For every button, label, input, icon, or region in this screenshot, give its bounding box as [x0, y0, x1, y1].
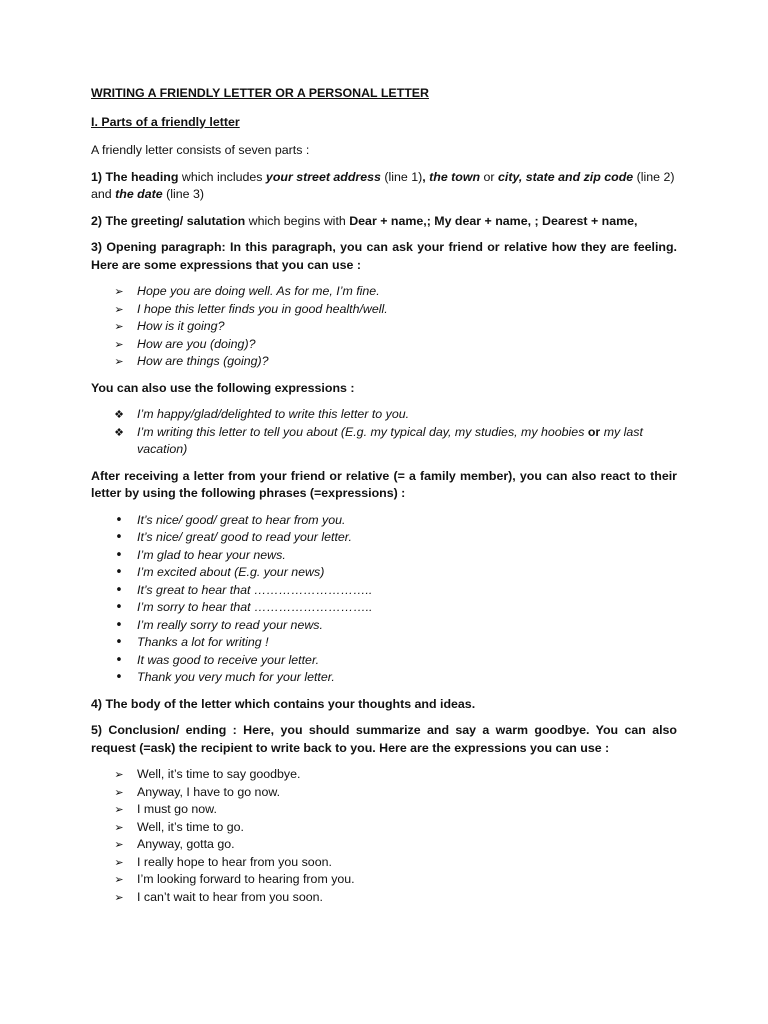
list-item: ➢ How are things (going)? — [91, 353, 677, 371]
part-3-label: 3) Opening paragraph: — [91, 240, 226, 254]
react-expressions-list — [91, 512, 677, 687]
part-4-body-paragraph: 4) The body of the letter which contains your thoughts and ideas. — [91, 696, 476, 711]
list-item: • I’m sorry to hear that ……………………….. — [91, 599, 677, 617]
part-3-text: In this paragraph, you can ask your friend or relative how they are feeling. Here are some expressions that you can use : — [91, 240, 677, 272]
document-content — [91, 85, 677, 915]
arrow-bullet-icon: ➢ — [114, 855, 124, 869]
list-item: ➢ I really hope to hear from you soon. — [91, 854, 677, 872]
list-item: • It’s nice/ good/ great to hear from you. — [91, 512, 677, 530]
list-item: ➢ Well, it’s time to go. — [91, 819, 677, 837]
diamond-bullet-icon: ❖ — [114, 425, 124, 439]
part-5-conclusion-paragraph — [91, 722, 677, 757]
list-item: ❖ I’m writing this letter to tell you about (E.g. my typical day, my studies, my hoobies or my last vacation) — [91, 424, 677, 459]
list-item: • It’s nice/ great/ good to read your letter. — [91, 529, 677, 547]
part-5-text: Here, you should summarize and say a warm goodbye. You can also request (=ask) the recipient to write back to you. Here are the expressions you can use : — [91, 723, 677, 755]
arrow-bullet-icon: ➢ — [114, 337, 124, 351]
arrow-bullet-icon: ➢ — [114, 302, 124, 316]
part-1-comma: , — [422, 169, 430, 184]
part-1-or: or — [480, 169, 498, 184]
arrow-bullet-icon: ➢ — [114, 873, 124, 886]
dot-bullet-icon: • — [115, 635, 123, 650]
also-expressions-list — [91, 406, 677, 459]
list-item: ➢ How is it going? — [91, 318, 677, 336]
list-item: ➢ Hope you are doing well. As for me, I’m fine. — [91, 283, 677, 301]
react-paragraph: After receiving a letter from your friend or relative (= a family member), you can also react to their letter by using the following phrases (=expressions) : — [91, 468, 677, 500]
part-1-town: the town — [429, 169, 481, 184]
list-item: ➢ Anyway, gotta go. — [91, 836, 677, 854]
part-1-street: your street address — [265, 169, 381, 184]
arrow-bullet-icon: ➢ — [114, 768, 124, 781]
list-item: • It’s great to hear that ……………………….. — [91, 582, 677, 600]
part-3-opening-paragraph — [91, 239, 677, 274]
diamond-bullet-icon: ❖ — [114, 408, 124, 421]
list-item: ➢ Well, it’s time to say goodbye. — [91, 766, 677, 784]
section-heading: I. Parts of a friendly letter — [91, 114, 240, 129]
list-item: • It was good to receive your letter. — [91, 652, 677, 670]
list-item: ➢ Anyway, I have to go now. — [91, 784, 677, 802]
dot-bullet-icon: • — [115, 652, 123, 668]
part-2-text: which begins with — [245, 213, 350, 228]
part-1-line2: (line 2) and — [91, 169, 675, 201]
part-1-heading-paragraph — [91, 169, 677, 204]
also-use-paragraph: You can also use the following expressions : — [91, 380, 355, 395]
dot-bullet-icon: • — [115, 565, 123, 580]
dot-bullet-icon: • — [115, 670, 123, 685]
intro-paragraph: A friendly letter consists of seven parts : — [91, 143, 310, 157]
part-1-line3: (line 3) — [162, 187, 204, 201]
opening-expressions-list — [91, 283, 677, 371]
list-item: ❖ I’m happy/glad/delighted to write this letter to you. — [91, 406, 677, 424]
dot-bullet-icon: • — [115, 547, 123, 563]
part-1-text: which includes — [178, 169, 266, 184]
dot-bullet-icon: • — [115, 600, 123, 615]
arrow-bullet-icon: ➢ — [114, 890, 124, 904]
list-item: ➢ I must go now. — [91, 801, 677, 819]
part-5-label: 5) Conclusion/ ending : — [91, 723, 237, 737]
list-item: • Thank you very much for your letter. — [91, 669, 677, 687]
document-title: WRITING A FRIENDLY LETTER OR A PERSONAL LETTER — [91, 86, 429, 100]
dot-bullet-icon: • — [115, 582, 123, 598]
part-2-greeting-paragraph — [91, 213, 677, 231]
list-item: ➢ I can’t wait to hear from you soon. — [91, 889, 677, 907]
dot-bullet-icon: • — [115, 512, 123, 528]
list-item: • I’m glad to hear your news. — [91, 547, 677, 565]
part-1-line1: (line 1) — [380, 169, 423, 184]
part-1-label: The heading — [102, 169, 179, 184]
arrow-bullet-icon: ➢ — [114, 355, 124, 368]
arrow-bullet-icon: ➢ — [114, 838, 124, 851]
list-item: • Thanks a lot for writing ! — [91, 634, 677, 652]
arrow-bullet-icon: ➢ — [114, 785, 124, 799]
dot-bullet-icon: • — [115, 617, 123, 633]
part-1-number: 1) — [91, 169, 103, 184]
arrow-bullet-icon: ➢ — [114, 285, 124, 298]
arrow-bullet-icon: ➢ — [114, 320, 124, 333]
list-item: ➢ I’m looking forward to hearing from you. — [91, 871, 677, 889]
arrow-bullet-icon: ➢ — [114, 803, 124, 816]
part-2-label: 2) The greeting/ salutation — [91, 213, 246, 228]
part-2-salutations: Dear + name,; My dear + name, ; Dearest + name, — [349, 213, 638, 228]
list-item: ➢ I hope this letter finds you in good health/well. — [91, 301, 677, 319]
part-1-city: city, state and zip code — [498, 169, 634, 184]
part-1-date: the date — [115, 187, 163, 201]
closing-expressions-list — [91, 766, 677, 906]
list-item: • I’m excited about (E.g. your news) — [91, 564, 677, 582]
list-item: • I’m really sorry to read your news. — [91, 617, 677, 635]
dot-bullet-icon: • — [115, 530, 123, 545]
arrow-bullet-icon: ➢ — [114, 820, 124, 834]
list-item: ➢ How are you (doing)? — [91, 336, 677, 354]
